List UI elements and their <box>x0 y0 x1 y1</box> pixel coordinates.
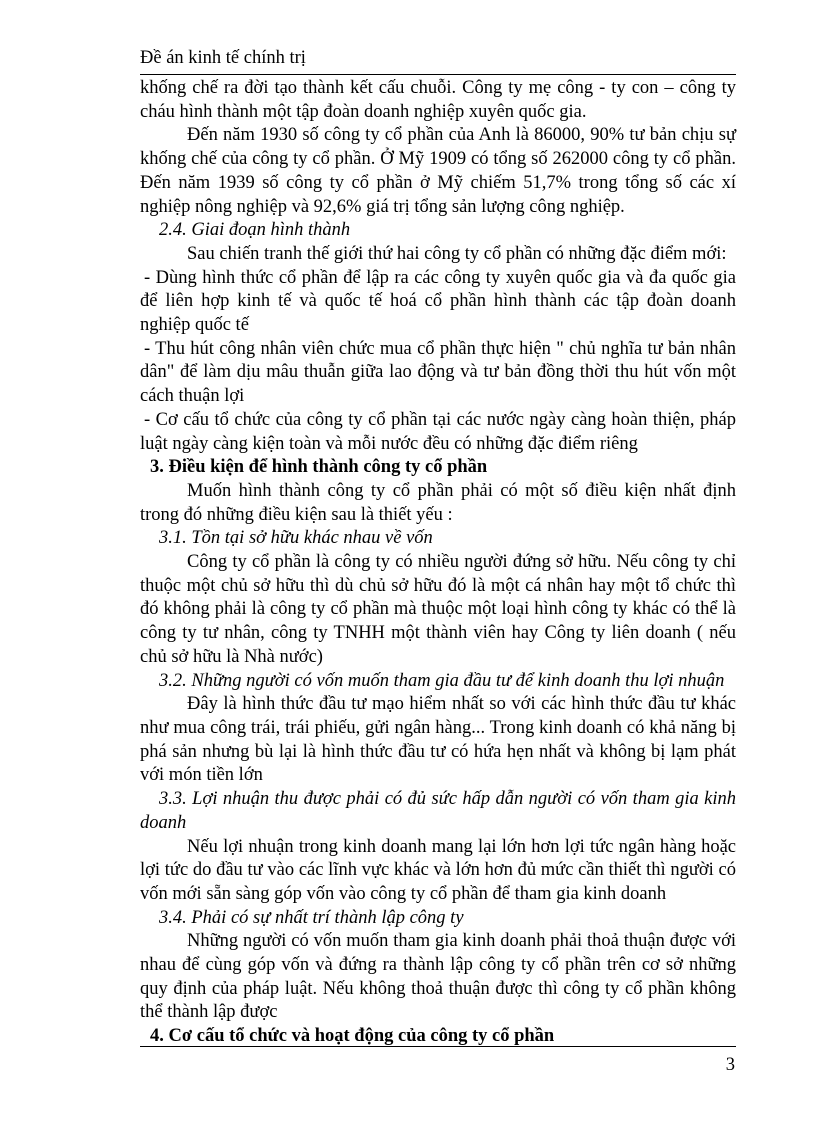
paragraph: Sau chiến tranh thế giới thứ hai công ty cổ phần có những đặc điểm mới: <box>187 243 727 264</box>
subheading: 3.4. Phải có sự nhất trí thành lập công ty <box>159 907 464 928</box>
subheading: 3.2. Những người có vốn muốn tham gia đầu tư để kinh doanh thu lợi nhuận <box>159 670 725 691</box>
paragraph: Đến năm 1930 số công ty cổ phần của Anh là 86000, 90% tư bản chịu sự khống chế của công ty cổ phần. Ở Mỹ 1909 có tổng số 262000 công ty cổ phần. Đến năm 1939 số công ty cổ phần ở Mỹ chiếm 51,7% trong tổng số các xí nghiệp nông nghiệp và 92,6% giá trị tổng sản lượng công nghiệp. <box>140 125 736 217</box>
bullet-item: - Thu hút công nhân viên chức mua cổ phần thực hiện " chủ nghĩa tư bản nhân dân" để làm dịu mâu thuẫn giữa lao động và tư bản đồng thời thu hút vốn một cách thuận lợi <box>140 338 736 407</box>
page-number: 3 <box>725 1055 735 1075</box>
paragraph: Nếu lợi nhuận trong kinh doanh mang lại lớn hơn lợi tức ngân hàng hoặc lợi tức do đầu tư vào các lĩnh vực khác và lớn hơn đủ mức cần thiết thì người có vốn mới sẵn sàng góp vốn vào công ty cổ phần để tham gia kinh doanh <box>140 836 736 904</box>
paragraph: Muốn hình thành công ty cổ phần phải có một số điều kiện nhất định trong đó những điều kiện sau là thiết yếu : <box>140 480 736 525</box>
footer-rule <box>140 1046 736 1047</box>
paragraph: Đây là hình thức đầu tư mạo hiểm nhất so với các hình thức đầu tư khác như mua công trái, trái phiếu, gửi ngân hàng... Trong kinh doanh có khả năng bị phá sản nhưng bù lại là hình thức đầu tư có hứa hẹn nhất và không bị lạm phát với món tiền lớn <box>140 694 736 786</box>
bullet-item: - Cơ cấu tổ chức của công ty cổ phần tại các nước ngày càng hoàn thiện, pháp luật ngày càng kiện toàn và mỗi nước đều có những đặc điểm riêng <box>140 409 736 454</box>
section-heading: 3. Điều kiện để hình thành công ty cổ phần <box>150 457 488 478</box>
subheading: 3.1. Tồn tại sở hữu khác nhau về vốn <box>159 528 433 549</box>
bullet-item: - Dùng hình thức cổ phần để lập ra các công ty xuyên quốc gia và đa quốc gia để liên hợp kinh tế và quốc tế hoá cổ phần hình thành các tập đoàn doanh nghiệp quốc tế <box>140 267 736 336</box>
body-text <box>140 77 736 1049</box>
header-rule <box>140 74 736 75</box>
subheading: 3.3. Lợi nhuận thu được phải có đủ sức hấp dẫn người có vốn tham gia kinh doanh <box>140 789 736 833</box>
running-header: Đề án kinh tế chính trị <box>140 48 306 68</box>
paragraph: khống chế ra đời tạo thành kết cấu chuỗi. Công ty mẹ công - ty con – công ty cháu hình thành một tập đoàn doanh nghiệp xuyên quốc gia. <box>140 78 736 122</box>
paragraph: Những người có vốn muốn tham gia kinh doanh phải thoả thuận được với nhau để cùng góp vốn và đứng ra thành lập công ty cổ phần trên cơ sở những quy định của pháp luật. Nếu không thoả thuận được thì công ty cổ phần không thể thành lập được <box>140 931 736 1023</box>
paragraph: Công ty cổ phần là công ty có nhiều người đứng sở hữu. Nếu công ty chỉ thuộc một chủ sở hữu thì dù chủ sở hữu đó là một cá nhân hay một tổ chức thì đó không phải là công ty cổ phần mà thuộc một loại hình công ty khác có thể là công ty tư nhân, công ty TNHH một thành viên hay Công ty liên doanh ( nếu chủ sở hữu là Nhà nước) <box>140 552 736 667</box>
subheading: 2.4. Giai đoạn hình thành <box>159 220 351 241</box>
section-heading: 4. Cơ cấu tổ chức và hoạt động của công ty cổ phần <box>150 1026 555 1047</box>
